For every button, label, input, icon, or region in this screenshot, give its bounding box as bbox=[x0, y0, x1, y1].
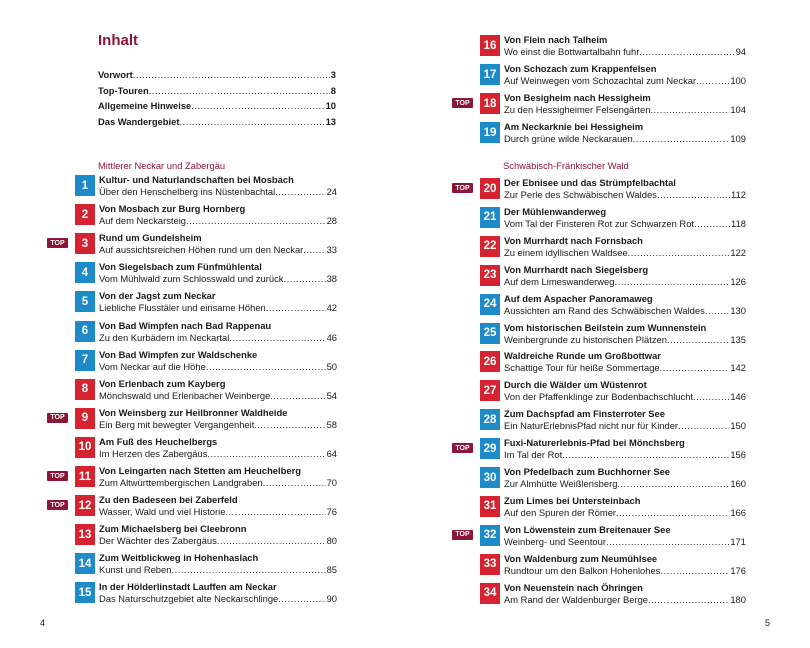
tour-subtitle: Weinbergrunde zu historischen Plätzen bbox=[504, 333, 667, 345]
tour-page: 135 bbox=[730, 333, 746, 345]
tour-page: 64 bbox=[326, 447, 337, 459]
dot-leader bbox=[648, 594, 729, 606]
tour-subtitle-line bbox=[504, 420, 746, 432]
tour-subtitle: Ein Berg mit bewegter Vergangenheit bbox=[99, 418, 255, 430]
toc-entry[interactable] bbox=[480, 467, 746, 493]
dot-leader bbox=[283, 273, 325, 285]
toc-link-page: 8 bbox=[330, 84, 336, 96]
toc-link-label: Allgemeine Hinweise bbox=[98, 100, 192, 111]
tour-number-badge: 17 bbox=[480, 64, 500, 85]
tour-number-badge: 23 bbox=[480, 265, 500, 286]
tour-page: 80 bbox=[326, 535, 337, 547]
top-tour-badge: TOP bbox=[452, 530, 473, 540]
toc-entry[interactable] bbox=[455, 92, 746, 119]
tour-title: Von Murrhardt nach Siegelsberg bbox=[504, 263, 649, 275]
toc-entry[interactable] bbox=[480, 207, 746, 233]
tour-title: Zum Michaelsberg bei Cleebronn bbox=[99, 523, 247, 535]
tour-title: Rund um Gundelsheim bbox=[99, 232, 202, 244]
tour-page: 100 bbox=[730, 75, 746, 86]
tour-subtitle-line bbox=[99, 448, 337, 460]
toc-entry[interactable] bbox=[480, 496, 746, 522]
tour-number-badge: 2 bbox=[75, 204, 95, 225]
tour-number-badge: 5 bbox=[75, 291, 95, 312]
toc-entry[interactable] bbox=[480, 554, 746, 580]
tour-page: 176 bbox=[730, 564, 746, 576]
dot-leader bbox=[694, 218, 730, 230]
tour-subtitle: Auf dem Limeswanderweg bbox=[504, 275, 615, 287]
tour-subtitle-line bbox=[504, 305, 746, 317]
dot-leader bbox=[133, 67, 330, 83]
tour-title: Von Erlenbach zum Kayberg bbox=[99, 377, 226, 389]
tour-page: 28 bbox=[326, 215, 337, 227]
tour-subtitle-line bbox=[99, 477, 337, 489]
toc-link-label: Top-Touren bbox=[98, 84, 149, 96]
tour-page: 94 bbox=[735, 46, 746, 57]
tour-subtitle: Vom Neckar auf die Höhe bbox=[99, 360, 206, 372]
toc-entry[interactable] bbox=[75, 582, 337, 608]
dot-leader bbox=[660, 362, 730, 374]
tour-page: 42 bbox=[326, 302, 337, 314]
tour-subtitle-line bbox=[504, 189, 746, 201]
tour-subtitle: Wasser, Wald und viel Historie bbox=[99, 506, 226, 518]
dot-leader bbox=[678, 420, 729, 432]
tour-title: Von Neuenstein nach Öhringen bbox=[504, 581, 643, 593]
tour-subtitle-line bbox=[99, 215, 337, 227]
tour-number-badge: 7 bbox=[75, 350, 95, 371]
toc-entry[interactable] bbox=[455, 437, 746, 464]
toc-entry[interactable] bbox=[480, 409, 746, 435]
tour-subtitle-line bbox=[504, 276, 746, 288]
toc-entry[interactable] bbox=[75, 553, 337, 579]
dot-leader bbox=[217, 535, 326, 547]
tour-page: 90 bbox=[326, 593, 337, 605]
tour-subtitle-line bbox=[504, 594, 746, 606]
tour-page: 70 bbox=[326, 477, 337, 488]
dot-leader bbox=[254, 419, 325, 431]
toc-entry[interactable] bbox=[50, 465, 337, 492]
tour-subtitle-line bbox=[504, 133, 746, 145]
tour-subtitle: Wo einst die Bottwartalbahn fuhr bbox=[504, 46, 640, 57]
toc-link[interactable] bbox=[98, 114, 336, 130]
tour-number-badge: 22 bbox=[480, 236, 500, 257]
tour-subtitle-line bbox=[504, 507, 746, 519]
tour-page: 156 bbox=[730, 449, 746, 461]
tour-page: 76 bbox=[326, 506, 337, 518]
tour-subtitle: Auf Weinwegen vom Schozachtal zum Neckar bbox=[504, 75, 697, 86]
tour-number-badge: 16 bbox=[480, 35, 500, 56]
tour-title: Von Bad Wimpfen zur Waldschenke bbox=[99, 348, 258, 360]
tour-page: 104 bbox=[730, 104, 746, 115]
tour-subtitle: Weinberg- und Seentour bbox=[504, 535, 606, 547]
tour-number-badge: 4 bbox=[75, 262, 95, 283]
toc-entry[interactable] bbox=[480, 294, 746, 320]
tour-number-badge: 10 bbox=[75, 437, 95, 458]
tour-subtitle: Vom Tal der Finsteren Rot zur Schwarzen Rot bbox=[504, 217, 695, 229]
tour-title: Von Schozach zum Krappenfelsen bbox=[504, 63, 657, 74]
tour-page: 130 bbox=[730, 304, 746, 316]
tour-title: Durch die Wälder um Wüstenrot bbox=[504, 379, 647, 391]
tour-title: Auf dem Aspacher Panoramaweg bbox=[504, 292, 653, 304]
toc-entry[interactable] bbox=[75, 379, 337, 405]
tour-subtitle-line bbox=[504, 478, 746, 490]
top-tour-badge: TOP bbox=[47, 238, 68, 248]
tour-title: Vom historischen Beilstein zum Wunnenstein bbox=[504, 321, 707, 333]
tour-subtitle: Im Herzen des Zabergäus bbox=[99, 447, 208, 459]
tour-page: 180 bbox=[730, 593, 746, 605]
tour-title: Von Murrhardt nach Fornsbach bbox=[504, 234, 643, 246]
tour-number-badge: 20 bbox=[480, 178, 500, 199]
dot-leader bbox=[191, 98, 324, 114]
toc-link-page: 13 bbox=[325, 115, 336, 127]
tour-subtitle: Mönchswald und Erlenbacher Weinberge bbox=[99, 389, 271, 401]
tour-number-badge: 33 bbox=[480, 554, 500, 575]
tour-number-badge: 11 bbox=[75, 466, 95, 487]
tour-subtitle-line bbox=[504, 104, 746, 116]
dot-leader bbox=[149, 83, 330, 99]
tour-number-badge: 29 bbox=[480, 438, 500, 459]
page-title: Inhalt bbox=[98, 32, 138, 49]
tour-page: 58 bbox=[326, 418, 337, 430]
tour-subtitle: Zur Perle des Schwäbischen Waldes bbox=[504, 189, 657, 200]
dot-leader bbox=[278, 593, 325, 605]
tour-title: Von Mosbach zur Burg Hornberg bbox=[99, 203, 246, 215]
top-tour-badge: TOP bbox=[452, 443, 473, 453]
tour-title: Von Weinsberg zur Heilbronner Waldheide bbox=[99, 406, 288, 418]
top-tour-badge: TOP bbox=[47, 413, 68, 423]
tour-page: 85 bbox=[326, 564, 337, 576]
toc-entry[interactable] bbox=[480, 236, 746, 262]
tour-title: In der Hölderlinstadt Lauffen am Neckar bbox=[99, 581, 277, 593]
tour-subtitle: Im Tal der Rot bbox=[504, 449, 563, 461]
tour-page: 109 bbox=[730, 133, 746, 144]
tour-page: 126 bbox=[730, 275, 746, 287]
tour-subtitle: Schattige Tour für heiße Sommertage bbox=[504, 362, 660, 374]
tour-subtitle-line bbox=[99, 419, 337, 431]
tour-subtitle-line bbox=[99, 244, 337, 256]
tour-subtitle-line bbox=[504, 362, 746, 374]
tour-number-badge: 27 bbox=[480, 380, 500, 401]
tour-subtitle-line bbox=[504, 46, 746, 58]
dot-leader bbox=[186, 215, 326, 227]
toc-entry[interactable] bbox=[455, 523, 746, 551]
tour-number-badge: 1 bbox=[75, 175, 95, 196]
page-number-left: 4 bbox=[40, 618, 46, 628]
toc-entry[interactable] bbox=[75, 321, 337, 347]
right-page bbox=[405, 0, 810, 648]
tour-title: Zu den Badeseen bei Zaberfeld bbox=[99, 494, 238, 506]
tour-subtitle-line bbox=[99, 506, 337, 518]
tour-subtitle: Aussichten am Rand des Schwäbischen Waldes bbox=[504, 304, 705, 316]
tour-subtitle: Zur Almhütte Weißlensberg bbox=[504, 478, 618, 489]
tour-page: 122 bbox=[730, 246, 746, 258]
tour-page: 146 bbox=[730, 391, 746, 403]
tour-title: Zum Dachspfad am Finsterroter See bbox=[504, 408, 665, 420]
tour-number-badge: 34 bbox=[480, 583, 500, 604]
tour-page: 24 bbox=[326, 186, 337, 197]
toc-entry[interactable] bbox=[480, 583, 746, 609]
tour-title: Fuxi-Naturerlebnis-Pfad bei Mönchsberg bbox=[504, 437, 685, 449]
top-tour-badge: TOP bbox=[47, 471, 68, 481]
tour-number-badge: 6 bbox=[75, 321, 95, 342]
tour-subtitle-line bbox=[99, 564, 337, 576]
tour-subtitle: Von der Pfaffenklinge zur Bodenbachschlucht bbox=[504, 391, 694, 403]
tour-title: Am Fuß des Heuchelbergs bbox=[99, 435, 218, 447]
dot-leader bbox=[225, 506, 325, 518]
section-heading-schwaebisch-fraenkischer-wald: Schwäbisch-Fränkischer Wald bbox=[503, 160, 629, 171]
tour-subtitle-line bbox=[504, 334, 746, 346]
tour-subtitle-line bbox=[99, 361, 337, 373]
tour-number-badge: 12 bbox=[75, 495, 95, 516]
dot-leader bbox=[705, 305, 730, 317]
tour-number-badge: 18 bbox=[480, 93, 500, 114]
tour-title: Am Neckarknie bei Hessigheim bbox=[504, 121, 644, 132]
toc-entry[interactable] bbox=[480, 380, 746, 406]
toc-link[interactable] bbox=[98, 83, 336, 99]
toc-link-label: Vorwort bbox=[98, 69, 133, 80]
tour-number-badge: 19 bbox=[480, 122, 500, 143]
toc-entry[interactable] bbox=[455, 177, 746, 204]
tour-subtitle-line bbox=[99, 390, 337, 402]
tour-title: Von Flein nach Talheim bbox=[504, 34, 608, 45]
toc-entry[interactable] bbox=[75, 291, 337, 317]
dot-leader bbox=[266, 302, 326, 314]
tour-number-badge: 32 bbox=[480, 525, 500, 546]
toc-entry[interactable] bbox=[480, 122, 746, 148]
tour-page: 150 bbox=[730, 420, 746, 432]
toc-entry[interactable] bbox=[75, 524, 337, 550]
tour-subtitle-line bbox=[504, 247, 746, 259]
toc-entry[interactable] bbox=[50, 406, 337, 434]
dot-leader bbox=[617, 478, 729, 490]
tour-page: 33 bbox=[326, 244, 337, 256]
tour-number-badge: 25 bbox=[480, 323, 500, 344]
toc-entry[interactable] bbox=[480, 265, 746, 291]
tour-subtitle: Das Naturschutzgebiet alte Neckarschlinge bbox=[99, 593, 279, 605]
dot-leader bbox=[616, 507, 729, 519]
tour-subtitle-line bbox=[99, 332, 337, 344]
tour-subtitle: Zu den Kurbädern im Neckartal bbox=[99, 331, 230, 343]
dot-leader bbox=[628, 247, 730, 259]
tour-subtitle-line bbox=[99, 535, 337, 547]
tour-subtitle-line bbox=[99, 186, 337, 198]
toc-entry[interactable] bbox=[480, 64, 746, 90]
tour-subtitle-line bbox=[504, 391, 746, 403]
dot-leader bbox=[562, 449, 729, 461]
tour-title: Von Siegelsbach zum Fünfmühlental bbox=[99, 261, 262, 273]
dot-leader bbox=[614, 276, 729, 288]
tour-subtitle-line bbox=[504, 565, 746, 577]
tour-subtitle-line bbox=[504, 449, 746, 461]
page-number-right: 5 bbox=[764, 618, 770, 628]
dot-leader bbox=[229, 332, 325, 344]
tour-title: Der Mühlenwanderweg bbox=[504, 205, 607, 217]
toc-link-page: 3 bbox=[330, 69, 336, 80]
tour-page: 160 bbox=[730, 478, 746, 489]
toc-entry[interactable] bbox=[75, 350, 337, 376]
dot-leader bbox=[270, 390, 325, 402]
tour-page: 46 bbox=[326, 331, 337, 343]
tour-subtitle: Liebliche Flusstäler und einsame Höhen bbox=[99, 302, 266, 314]
dot-leader bbox=[263, 477, 326, 489]
toc-entry[interactable] bbox=[480, 351, 746, 377]
tour-number-badge: 3 bbox=[75, 233, 95, 254]
tour-number-badge: 14 bbox=[75, 553, 95, 574]
dot-leader bbox=[606, 536, 729, 548]
dot-leader bbox=[693, 391, 729, 403]
tour-subtitle: Auf dem Neckarsteig bbox=[99, 215, 187, 227]
tour-number-badge: 30 bbox=[480, 467, 500, 488]
tour-subtitle-line bbox=[504, 218, 746, 230]
tour-subtitle: Der Wächter des Zabergäus bbox=[99, 535, 217, 547]
top-tour-badge: TOP bbox=[452, 98, 473, 108]
toc-link[interactable] bbox=[98, 98, 336, 114]
dot-leader bbox=[660, 565, 729, 577]
dot-leader bbox=[179, 114, 324, 130]
tour-title: Zum Weitblickweg in Hohenhaslach bbox=[99, 552, 259, 564]
toc-link[interactable] bbox=[98, 67, 336, 83]
top-tour-badge: TOP bbox=[452, 183, 473, 193]
tour-title: Waldreiche Runde um Großbottwar bbox=[504, 350, 661, 362]
tour-subtitle: Rundtour um den Balkon Hohenlohes bbox=[504, 564, 661, 576]
tour-page: 118 bbox=[731, 217, 746, 229]
dot-leader bbox=[633, 133, 730, 145]
toc-link-page: 10 bbox=[325, 100, 336, 111]
tour-page: 142 bbox=[730, 362, 746, 374]
tour-subtitle-line bbox=[99, 273, 337, 285]
tour-subtitle: Auf den Spuren der Römer bbox=[504, 506, 617, 518]
tour-title: Von Bad Wimpfen nach Bad Rappenau bbox=[99, 319, 272, 331]
dot-leader bbox=[650, 104, 729, 116]
dot-leader bbox=[275, 186, 325, 198]
tour-page: 171 bbox=[730, 535, 746, 547]
tour-number-badge: 24 bbox=[480, 294, 500, 315]
tour-number-badge: 8 bbox=[75, 379, 95, 400]
toc-entry[interactable] bbox=[50, 494, 337, 521]
tour-number-badge: 28 bbox=[480, 409, 500, 430]
tour-number-badge: 21 bbox=[480, 207, 500, 228]
tour-title: Kultur- und Naturlandschaften bei Mosbach bbox=[99, 174, 294, 185]
tour-subtitle: Zum Altwürttembergischen Landgraben bbox=[99, 477, 263, 488]
tour-title: Von Waldenburg zum Neumühlsee bbox=[504, 552, 658, 564]
tour-subtitle: Vom Mühlwald zum Schlosswald und zurück bbox=[99, 273, 284, 285]
tour-title: Von der Jagst zum Neckar bbox=[99, 290, 216, 302]
dot-leader bbox=[207, 448, 325, 460]
toc-entry[interactable] bbox=[480, 323, 746, 349]
tour-subtitle: Zu den Hessigheimer Felsengärten bbox=[504, 104, 651, 115]
tour-number-badge: 9 bbox=[75, 408, 95, 429]
tour-title: Von Pfedelbach zum Buchhorner See bbox=[504, 466, 671, 477]
toc-entry[interactable] bbox=[75, 175, 337, 201]
tour-subtitle-line bbox=[99, 302, 337, 314]
tour-subtitle: Ein NaturErlebnisPfad nicht nur für Kinder bbox=[504, 420, 679, 432]
tour-subtitle: Auf aussichtsreichen Höhen rund um den Neckar bbox=[99, 244, 304, 256]
toc-entry[interactable] bbox=[480, 35, 746, 61]
tour-title: Von Leingarten nach Stetten am Heuchelberg bbox=[99, 465, 301, 476]
toc-entry[interactable] bbox=[75, 437, 337, 463]
tour-subtitle: Am Rand der Waldenburger Berge bbox=[504, 593, 648, 605]
tour-number-badge: 26 bbox=[480, 351, 500, 372]
tour-subtitle: Zu einem idyllischen Waldsee bbox=[504, 246, 628, 258]
dot-leader bbox=[639, 46, 734, 58]
tour-page: 38 bbox=[326, 273, 337, 285]
toc-entry[interactable] bbox=[50, 232, 337, 259]
tour-title: Zum Limes bei Untersteinbach bbox=[504, 494, 641, 506]
dot-leader bbox=[696, 75, 729, 87]
dot-leader bbox=[171, 564, 325, 576]
tour-page: 50 bbox=[326, 360, 337, 372]
tour-subtitle: Kunst und Reben bbox=[99, 564, 172, 576]
toc-entry[interactable] bbox=[75, 204, 337, 230]
dot-leader bbox=[667, 334, 729, 346]
tour-page: 112 bbox=[731, 189, 746, 200]
tour-title: Von Besigheim nach Hessigheim bbox=[504, 92, 651, 103]
tour-number-badge: 15 bbox=[75, 582, 95, 603]
tour-title: Von Löwenstein zum Breitenauer See bbox=[504, 523, 671, 535]
tour-subtitle: Durch grüne wilde Neckarauen bbox=[504, 133, 633, 144]
toc-link-label: Das Wandergebiet bbox=[98, 115, 180, 127]
top-tour-badge: TOP bbox=[47, 500, 68, 510]
dot-leader bbox=[303, 244, 325, 256]
toc-entry[interactable] bbox=[75, 262, 337, 288]
tour-subtitle-line bbox=[504, 536, 746, 548]
section-heading-mittlerer-neckar: Mittlerer Neckar und Zabergäu bbox=[98, 160, 226, 171]
tour-subtitle: Über den Henschelberg ins Nüstenbachtal bbox=[99, 186, 276, 197]
tour-number-badge: 13 bbox=[75, 524, 95, 545]
tour-number-badge: 31 bbox=[480, 496, 500, 517]
tour-subtitle-line bbox=[99, 593, 337, 605]
tour-title: Der Ebnisee und das Strümpfelbachtal bbox=[504, 177, 676, 188]
tour-page: 166 bbox=[730, 506, 746, 518]
top-links-list bbox=[98, 67, 336, 129]
tour-page: 54 bbox=[326, 389, 337, 401]
tour-subtitle-line bbox=[504, 75, 746, 87]
dot-leader bbox=[206, 361, 326, 373]
dot-leader bbox=[657, 189, 730, 201]
